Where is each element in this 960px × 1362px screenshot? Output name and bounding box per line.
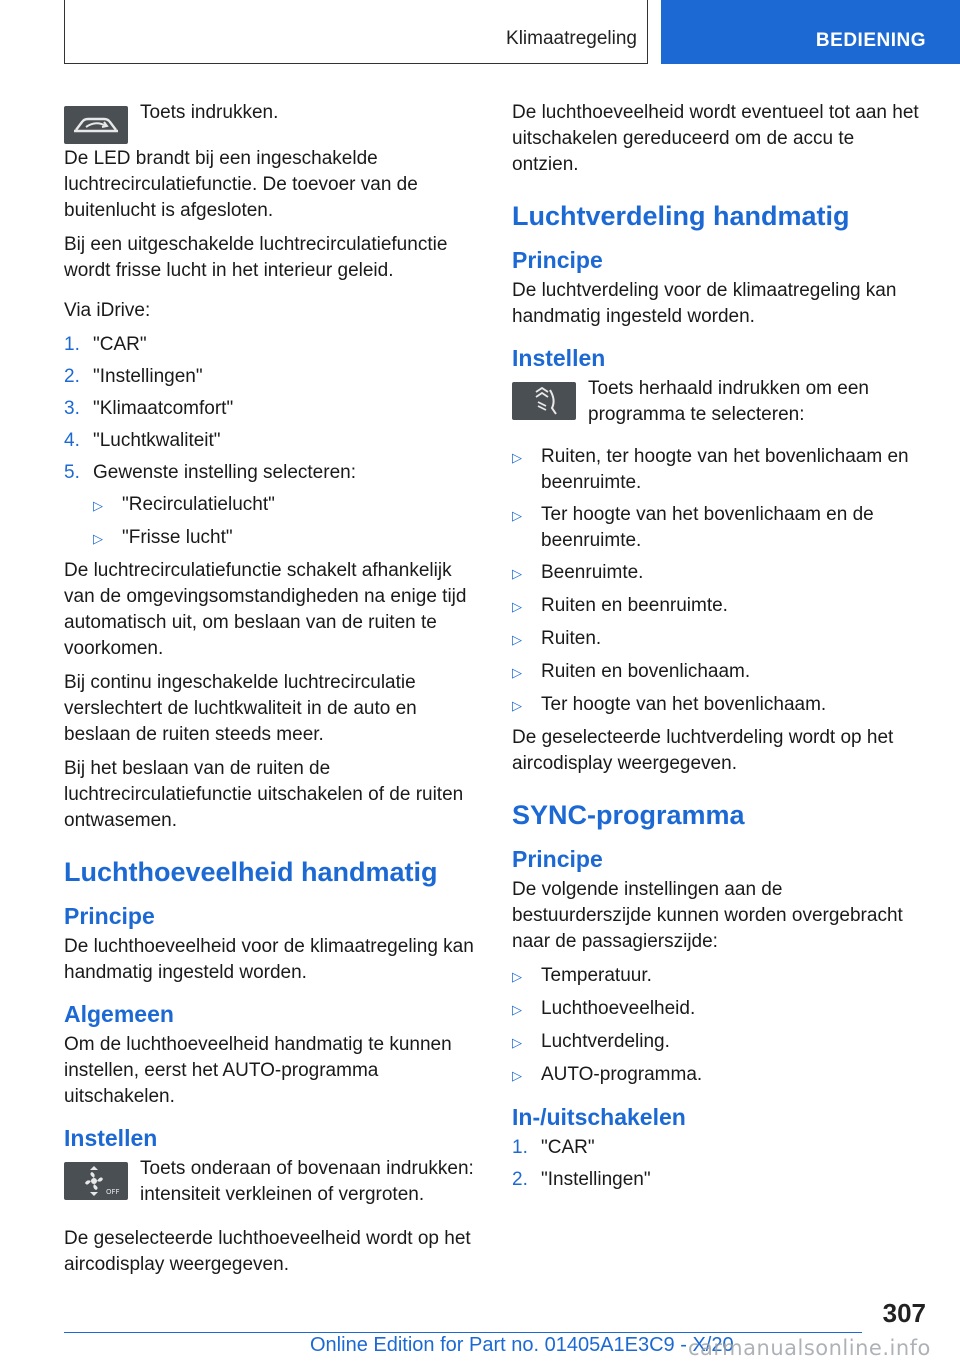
recirc-led-text: De LED brandt bij een ingeschakelde luchtrecirculatiefunctie. De toevoer van de buitenlucht is afgesloten. xyxy=(64,148,418,221)
airflow-algemeen-text: Om de luchthoeveelheid handmatig te kunnen instellen, eerst het AUTO-programma uitschakelen. xyxy=(64,1034,452,1107)
triangle-bullet-icon: ▷ xyxy=(512,599,522,614)
distribution-button-block xyxy=(512,376,926,432)
triangle-bullet-icon: ▷ xyxy=(93,498,103,513)
triangle-bullet-icon: ▷ xyxy=(512,1035,522,1050)
triangle-bullet-icon: ▷ xyxy=(93,531,103,546)
triangle-bullet-icon: ▷ xyxy=(512,1068,522,1083)
list-item: ▷ Ruiten en beenruimte. xyxy=(512,593,926,620)
list-item: ▷ Ruiten. xyxy=(512,626,926,653)
triangle-bullet-icon: ▷ xyxy=(512,566,522,581)
section-title: Klimaatregeling xyxy=(506,28,637,49)
list-item: 2. "Instellingen" xyxy=(512,1169,651,1190)
option-list xyxy=(93,492,478,552)
list-item: ▷ Beenruimte. xyxy=(512,560,926,587)
off-label-icon: OFF xyxy=(106,1188,120,1196)
recirc-off-text: Bij een uitgeschakelde luchtrecirculatiefunctie wordt frisse lucht in het interieur geleid. xyxy=(64,234,448,281)
triangle-bullet-icon: ▷ xyxy=(512,665,522,680)
sync-heading: SYNC-programma xyxy=(512,800,745,830)
header-section-box xyxy=(64,0,648,64)
list-item: 4. "Luchtkwaliteit" xyxy=(64,430,221,451)
airflow-principe-text: De luchthoeveelheid voor de klimaatregeling kan handmatig ingesteld worden. xyxy=(64,936,474,983)
instellen-heading: Instellen xyxy=(512,345,606,371)
idrive-steps xyxy=(64,332,478,486)
header-chapter-tab[interactable] xyxy=(661,0,960,64)
continuous-text: Bij continu ingeschakelde luchtrecirculatie verslechtert de luchtkwaliteit in de auto en beslaan de ruiten steeds meer. xyxy=(64,672,417,745)
distribution-principe-text: De luchtverdeling voor de klimaatregeling kan handmatig ingesteld worden. xyxy=(512,280,897,327)
triangle-bullet-icon: ▷ xyxy=(512,508,522,523)
principe-heading: Principe xyxy=(512,247,603,273)
distribution-heading: Luchtverdeling handmatig xyxy=(512,201,850,231)
list-item: ▷ "Frisse lucht" xyxy=(93,525,478,552)
triangle-bullet-icon: ▷ xyxy=(512,969,522,984)
list-item: ▷ Luchthoeveelheid. xyxy=(512,996,926,1023)
fan-button-block xyxy=(64,1156,478,1212)
list-item: ▷ AUTO-programma. xyxy=(512,1062,926,1089)
triangle-bullet-icon: ▷ xyxy=(512,1002,522,1017)
principe-heading: Principe xyxy=(512,846,603,872)
triangle-bullet-icon: ▷ xyxy=(512,698,522,713)
fan-instruction: Toets onderaan of bovenaan indrukken: intensiteit verkleinen of vergroten. xyxy=(140,1158,474,1205)
airflow-display-text: De geselecteerde luchthoeveelheid wordt op het aircodisplay weergegeven. xyxy=(64,1228,471,1275)
onoff-steps xyxy=(512,1135,926,1193)
instellen-heading: Instellen xyxy=(64,1125,158,1151)
list-item: ▷ "Recirculatielucht" xyxy=(93,492,478,519)
air-distribution-icon xyxy=(512,382,576,420)
sync-item-list xyxy=(512,963,926,1089)
edition-text: Online Edition for Part no. 01405A1E3C9 - X/20 xyxy=(310,1334,734,1356)
distribution-display-text: De geselecteerde luchtverdeling wordt op het aircodisplay weergegeven. xyxy=(512,727,894,774)
auto-off-text: De luchtrecirculatiefunctie schakelt afhankelijk van de omgevingsomstandigheden na enige tijd automatisch uit, om beslaan van de ruiten te voorkomen. xyxy=(64,560,467,659)
list-item: 1. "CAR" xyxy=(512,1137,595,1158)
list-item: ▷ Ruiten, ter hoogte van het bovenlichaam en beenruimte. xyxy=(512,444,926,496)
airflow-reduced-text: De luchthoeveelheid wordt eventueel tot aan het uitschakelen gereduceerd om de accu te ontzien. xyxy=(512,102,919,175)
recirc-instruction: Toets indrukken. xyxy=(140,102,279,123)
list-item: ▷ Ter hoogte van het bovenlichaam en de beenruimte. xyxy=(512,502,926,554)
list-item: ▷ Ter hoogte van het bovenlichaam. xyxy=(512,692,926,719)
list-item: 2. "Instellingen" xyxy=(64,366,203,387)
recirculation-icon xyxy=(64,106,128,144)
principe-heading: Principe xyxy=(64,903,155,929)
triangle-bullet-icon: ▷ xyxy=(512,450,522,465)
via-idrive-label: Via iDrive: xyxy=(64,300,151,321)
distribution-program-list xyxy=(512,444,926,719)
fogging-text: Bij het beslaan van de ruiten de luchtrecirculatiefunctie uitschakelen of de ruiten ontwasemen. xyxy=(64,758,464,831)
left-column xyxy=(64,100,478,1286)
list-item: ▷ Temperatuur. xyxy=(512,963,926,990)
algemeen-heading: Algemeen xyxy=(64,1001,174,1027)
onoff-heading: In-/uitschakelen xyxy=(512,1104,686,1130)
list-item: ▷ Ruiten en bovenlichaam. xyxy=(512,659,926,686)
page-number: 307 xyxy=(882,1298,926,1328)
chapter-title: BEDIENING xyxy=(815,30,926,51)
recirculation-button-block xyxy=(64,100,478,144)
list-item: ▷ Luchtverdeling. xyxy=(512,1029,926,1056)
triangle-bullet-icon: ▷ xyxy=(512,632,522,647)
airflow-heading: Luchthoeveelheid handmatig xyxy=(64,857,438,887)
list-item: 5. Gewenste instelling selecteren: xyxy=(64,462,356,483)
fan-off-icon xyxy=(64,1162,128,1200)
distribution-instruction: Toets herhaald indrukken om een programma te selecteren: xyxy=(588,378,869,425)
list-item: 1. "CAR" xyxy=(64,334,147,355)
sync-principe-text: De volgende instellingen aan de bestuurderszijde kunnen worden overgebracht naar de passagierszijde: xyxy=(512,879,903,952)
list-item: 3. "Klimaatcomfort" xyxy=(64,398,234,419)
footer-divider xyxy=(64,1332,862,1333)
right-column xyxy=(512,100,926,1199)
watermark: carmanualsonline.info xyxy=(688,1336,931,1360)
